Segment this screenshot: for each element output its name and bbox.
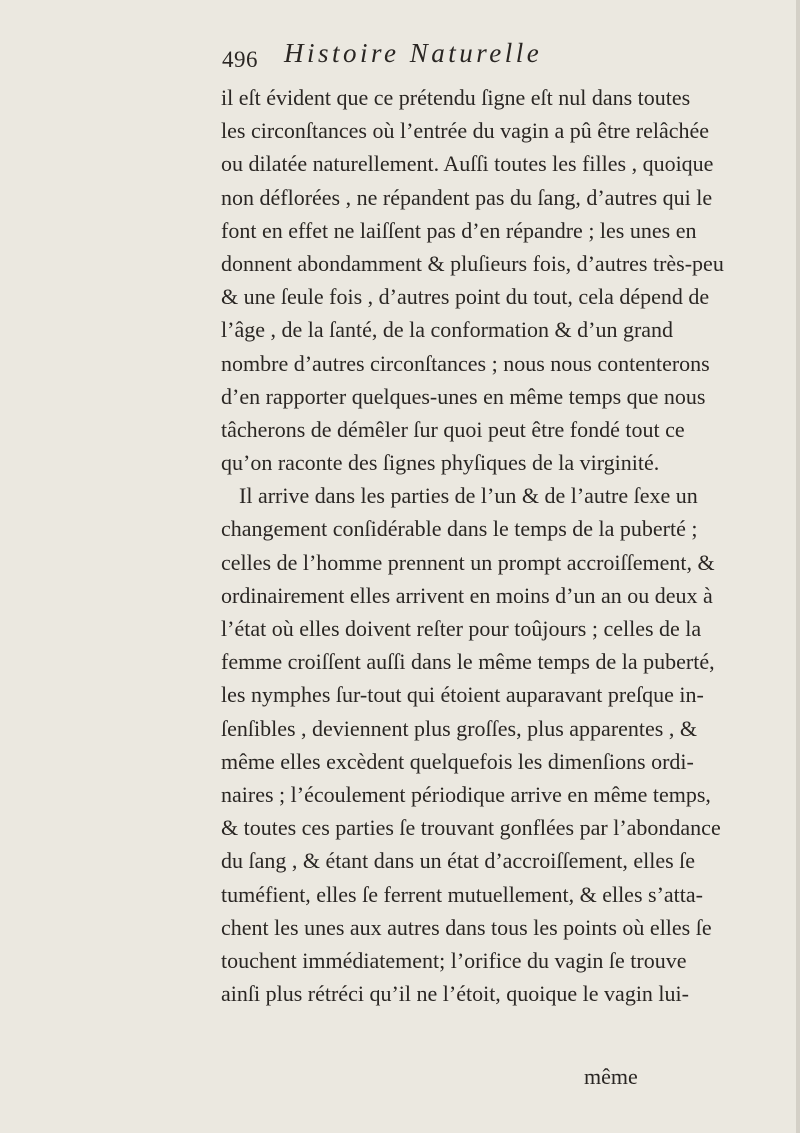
text-line: & une ſeule fois , d’autres point du tout, cela dépend de: [221, 284, 710, 310]
text-line: d’en rapporter quelques-unes en même temps que nous: [221, 383, 706, 409]
text-line: non déflorées , ne répandent pas du ſang, d’autres qui le: [221, 184, 713, 210]
text-line: il eſt évident que ce prétendu ſigne eſt nul dans toutes: [221, 85, 691, 110]
paragraph-end-line: qu’on raconte des ſignes phyſiques de la virginité.: [221, 450, 660, 476]
text-line: même elles excèdent quelquefois les dimenſions ordi-: [221, 748, 694, 774]
text-line: ainſi plus rétréci qu’il ne l’étoit, quoique le vagin lui-: [221, 981, 689, 1007]
text-line: naires ; l’écoulement périodique arrive en même temps,: [221, 781, 711, 807]
paragraph-start-line: Il arrive dans les parties de l’un & de l’autre ſexe un: [239, 483, 698, 509]
body-text: [221, 81, 724, 1010]
page-number: 496: [222, 47, 258, 72]
text-line: chent les unes aux autres dans tous les points où elles ſe: [221, 914, 712, 940]
text-line: ordinairement elles arrivent en moins d’un an ou deux à: [221, 582, 713, 608]
text-line: femme croiſſent auſſi dans le même temps de la puberté,: [221, 649, 715, 675]
text-line: l’état où elles doivent reſter pour toûjours ; celles de la: [221, 616, 702, 641]
text-line: les nymphes ſur-tout qui étoient auparavant preſque in-: [221, 682, 704, 708]
text-line: font en effet ne laiſſent pas d’en répandre ; les unes en: [221, 217, 697, 243]
text-line: nombre d’autres circonſtances ; nous nous contenterons: [221, 350, 710, 376]
catchword: même: [584, 1064, 638, 1089]
running-title: Histoire Naturelle: [284, 38, 543, 68]
text-line: donnent abondamment & pluſieurs fois, d’autres très-peu: [221, 250, 724, 276]
text-line: du ſang , & étant dans un état d’accroiſſement, elles ſe: [221, 848, 696, 874]
page-edge: [796, 0, 800, 1133]
text-line: tâcherons de démêler ſur quoi peut être fondé tout ce: [221, 416, 685, 442]
text-line: changement conſidérable dans le temps de la puberté ;: [221, 516, 698, 542]
text-line: ſenſibles , deviennent plus groſſes, plus apparentes , &: [221, 715, 697, 741]
text-line: & toutes ces parties ſe trouvant gonflées par l’abondance: [221, 815, 721, 841]
text-line: touchent immédiatement; l’orifice du vagin ſe trouve: [221, 947, 687, 973]
text-line: ou dilatée naturellement. Auſſi toutes les filles , quoique: [221, 151, 714, 177]
text-line: l’âge , de la ſanté, de la conformation & d’un grand: [221, 317, 674, 343]
text-line: les circonſtances où l’entrée du vagin a pû être relâchée: [221, 118, 710, 144]
running-head: [222, 38, 642, 78]
text-line: tuméfient, elles ſe ferrent mutuellement, & elles s’atta-: [221, 881, 703, 907]
text-line: celles de l’homme prennent un prompt accroiſſement, &: [221, 549, 715, 575]
